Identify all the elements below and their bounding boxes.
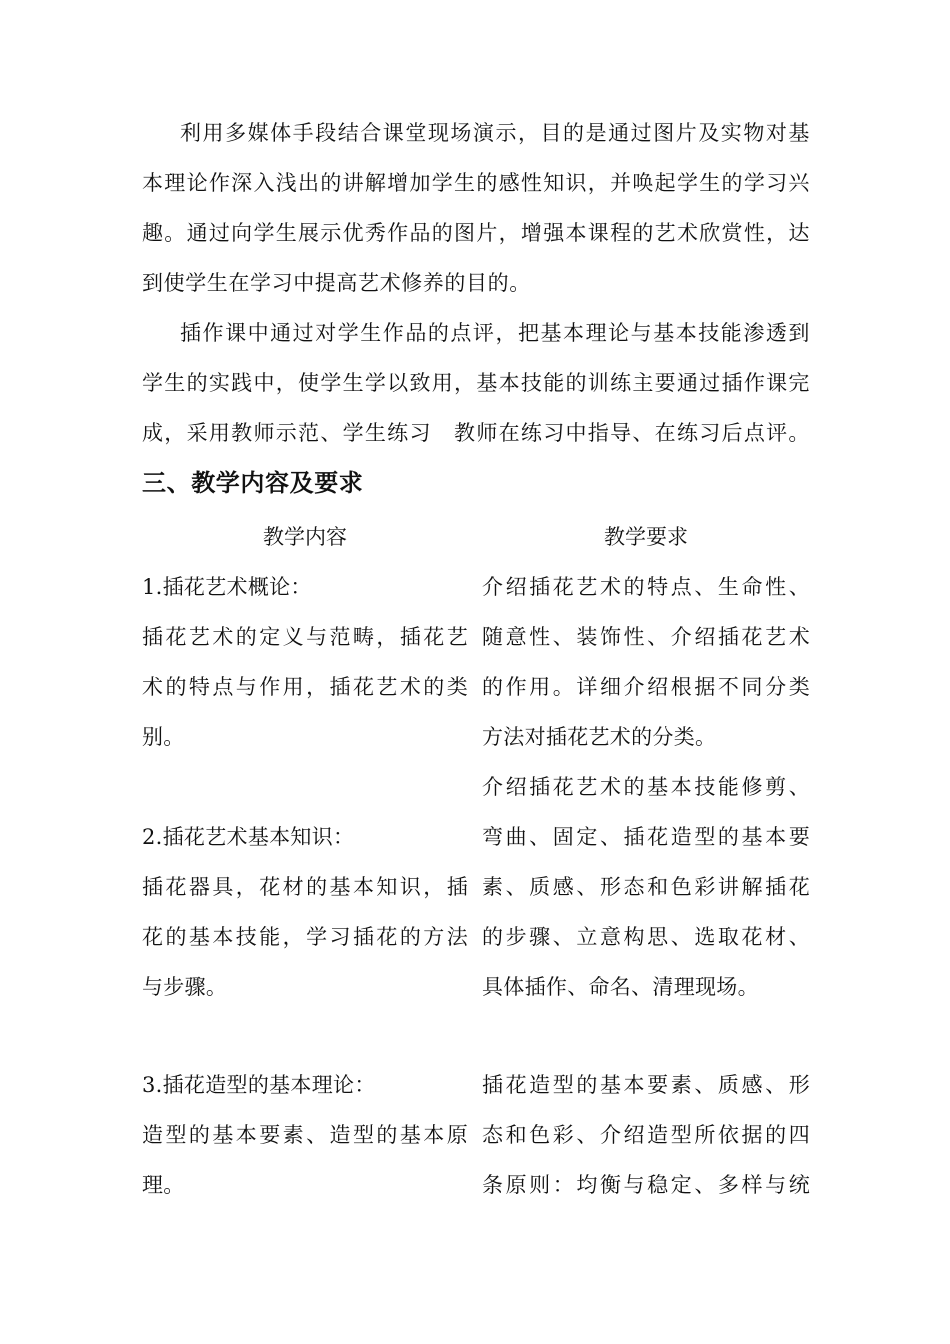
column-header-requirement: 教学要求: [604, 525, 688, 549]
text-line: 插作课中通过对学生作品的点评，把基本理论与基本技能渗透到: [180, 321, 810, 345]
text-line: 态和色彩、介绍造型所依据的四: [482, 1123, 810, 1147]
text-line: 3.插花造型的基本理论：: [142, 1073, 376, 1097]
text-line: 插花艺术的定义与范畴，插花艺: [142, 625, 468, 649]
row-2-requirement: [482, 762, 810, 1012]
text-line: 插花造型的基本要素、质感、形: [482, 1073, 810, 1097]
paragraph-multimedia: [142, 108, 810, 308]
text-line: 弯曲、固定、插花造型的基本要: [482, 825, 810, 849]
text-line: 介绍插花艺术的基本技能修剪、: [482, 775, 810, 799]
text-line: 方法对插花艺术的分类。: [482, 725, 717, 749]
text-line: 的步骤、立意构思、选取花材、: [482, 925, 810, 949]
row-1-content: [142, 562, 468, 762]
row-3-content: [142, 1060, 468, 1210]
text-line: 1.插花艺术概论：: [142, 575, 312, 599]
paragraph-practice: [142, 308, 810, 458]
text-line: 条原则：均衡与稳定、多样与统: [482, 1173, 810, 1197]
text-line: 随意性、装饰性、介绍插花艺术: [482, 625, 810, 649]
text-line: 素、质感、形态和色彩讲解插花: [482, 875, 810, 899]
text-line: 本理论作深入浅出的讲解增加学生的感性知识，并唤起学生的学习兴: [142, 171, 810, 195]
row-2-content: [142, 812, 468, 1012]
text-line: 介绍插花艺术的特点、生命性、: [482, 575, 810, 599]
text-line: 到使学生在学习中提高艺术修养的目的。: [142, 271, 531, 295]
text-line: 的作用。详细介绍根据不同分类: [482, 675, 810, 699]
text-line: 具体插作、命名、清理现场。: [482, 975, 759, 999]
text-line: 术的特点与作用，插花艺术的类: [142, 675, 468, 699]
text-line: 与步骤。: [142, 975, 228, 999]
section-title: 三、教学内容及要求: [142, 468, 364, 497]
text-line: 别。: [142, 725, 185, 749]
text-line: 趣。通过向学生展示优秀作品的图片，增强本课程的艺术欣赏性，达: [142, 221, 810, 245]
row-1-requirement: [482, 562, 810, 762]
text-line: 成，采用教师示范、学生练习 教师在练习中指导、在练习后点评。: [142, 421, 810, 445]
text-line: 2.插花艺术基本知识：: [142, 825, 355, 849]
column-header-content: 教学内容: [263, 525, 347, 549]
text-line: 学生的实践中，使学生学以致用，基本技能的训练主要通过插作课完: [142, 371, 810, 395]
text-line: 造型的基本要素、造型的基本原: [142, 1123, 468, 1147]
text-line: 花的基本技能，学习插花的方法: [142, 925, 468, 949]
text-line: 插花器具，花材的基本知识，插: [142, 875, 468, 899]
text-line: 利用多媒体手段结合课堂现场演示，目的是通过图片及实物对基: [180, 121, 810, 145]
row-3-requirement: [482, 1060, 810, 1210]
text-line: 理。: [142, 1173, 185, 1197]
